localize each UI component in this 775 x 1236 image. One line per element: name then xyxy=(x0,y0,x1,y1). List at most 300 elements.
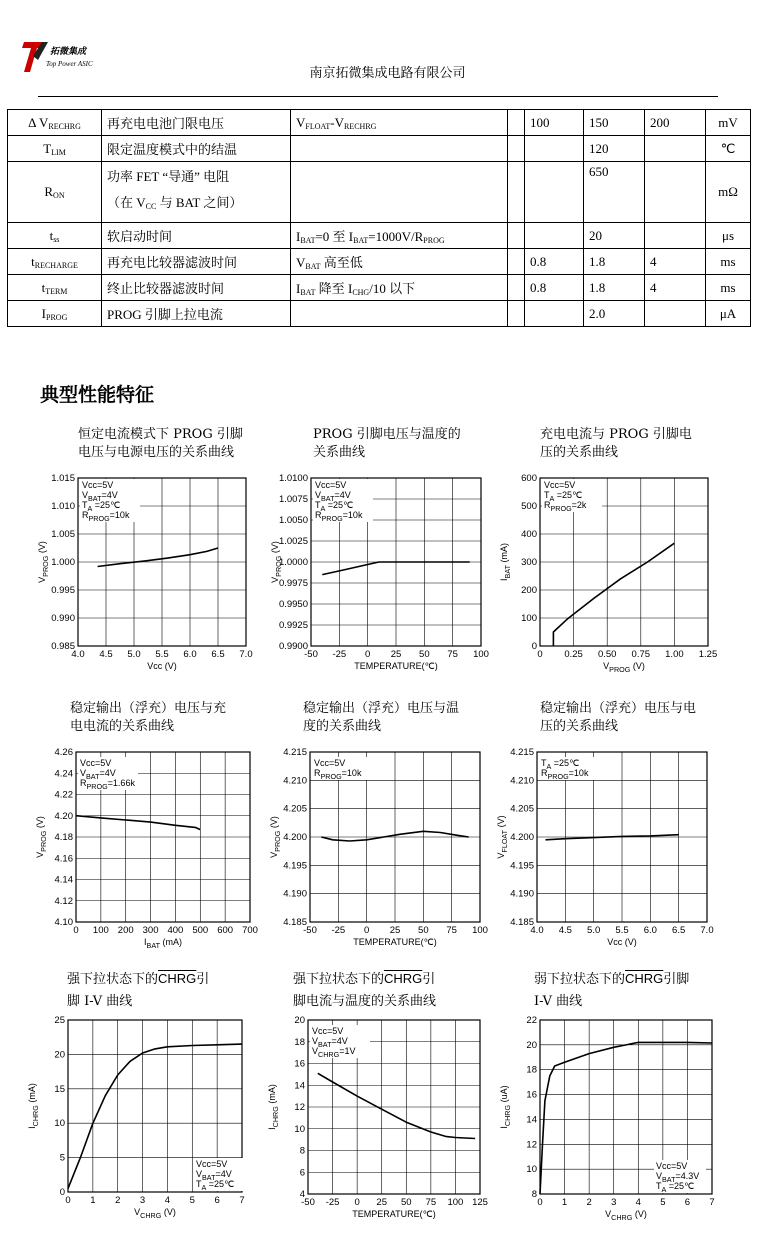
x-tick-label: 7 xyxy=(239,1195,245,1206)
cell-condition xyxy=(291,162,508,223)
note-label: Vcc=5V xyxy=(196,1159,228,1169)
y-tick-label: 0.9975 xyxy=(278,578,308,589)
cell-typ xyxy=(584,136,645,162)
parameter-text: 终止比较器滤波时间 xyxy=(107,281,225,296)
cell-typ xyxy=(584,275,645,301)
y-tick-label: 8 xyxy=(531,1189,537,1200)
cell-max xyxy=(645,223,706,249)
cell-typ xyxy=(584,249,645,275)
caption-3-line1: 充电电流与 PROG 引脚电 xyxy=(540,427,692,442)
x-tick-label: 7 xyxy=(709,1197,715,1208)
x-axis-label: $V_{CHRG}$ (V) xyxy=(134,1207,176,1220)
symbol-text: t xyxy=(49,227,54,243)
cond-c-sub: PROG xyxy=(423,236,445,245)
y-tick-label: 20 xyxy=(526,1039,537,1051)
cond-a-sub: BAT xyxy=(305,262,321,271)
x-tick-label: 0 xyxy=(537,1197,543,1208)
typ-value: 120 xyxy=(589,140,609,156)
caption-7-b: CHRG xyxy=(158,971,197,986)
cell-symbol xyxy=(8,136,102,162)
y-tick-label: 4.195 xyxy=(283,860,307,872)
y-tick-label: 12 xyxy=(526,1139,537,1151)
y-tick-label: 16 xyxy=(526,1089,537,1101)
symbol-sub: RECHRG xyxy=(48,121,81,131)
cell-typ xyxy=(584,110,645,136)
cond-a-sub: BAT xyxy=(300,236,316,245)
note-label: $V_{BAT}=4V$ xyxy=(82,490,118,503)
max-value: 4 xyxy=(650,253,657,269)
cond-b: =0 至 I xyxy=(315,229,354,244)
cell-condition xyxy=(291,301,508,327)
note-label: $T_A$ =25℃ xyxy=(541,758,580,771)
x-tick-label: 600 xyxy=(217,925,234,936)
note-label: $V_{BAT}=4V$ xyxy=(312,1036,348,1049)
table-row xyxy=(8,223,751,249)
y-tick-label: 100 xyxy=(521,613,537,624)
y-tick-label: 16 xyxy=(294,1058,305,1070)
cell-condition xyxy=(291,249,508,275)
symbol-text: t xyxy=(31,253,35,269)
caption-7-c: 引 xyxy=(196,972,210,987)
y-tick-label: 1.0025 xyxy=(278,536,308,547)
cond-b: 降至 I xyxy=(315,281,353,296)
x-tick-label: 2 xyxy=(115,1195,121,1206)
caption-8-b: CHRG xyxy=(384,971,423,986)
x-tick-label: 0.50 xyxy=(597,649,617,660)
y-tick-label: 4.200 xyxy=(510,832,534,843)
x-tick-label: 4.5 xyxy=(558,925,572,936)
cell-max xyxy=(645,249,706,275)
cell-parameter xyxy=(102,162,291,223)
x-tick-label: 50 xyxy=(400,1197,412,1208)
y-tick-label: 0.9925 xyxy=(278,620,308,631)
cell-unit xyxy=(706,301,751,327)
x-axis-label: $V_{CHRG}$ (V) xyxy=(605,1209,647,1222)
note-label: $R_{PROG}=2k$ xyxy=(544,500,587,513)
cell-condition xyxy=(291,136,508,162)
caption-8-a: 强下拉状态下的 xyxy=(293,972,385,987)
unit-value: ms xyxy=(720,279,736,295)
note-label: $V_{BAT}=4V$ xyxy=(80,768,116,781)
cell-symbol xyxy=(8,110,102,136)
caption-9 xyxy=(534,968,689,1013)
x-axis-label: TEMPERATURE(℃) xyxy=(354,661,438,671)
y-tick-label: 4.26 xyxy=(54,747,73,758)
chart-ichrg-strong-iv xyxy=(27,1014,260,1229)
cell-blank xyxy=(508,249,525,275)
max-value: 200 xyxy=(650,114,670,130)
caption-5 xyxy=(303,700,459,736)
cell-blank xyxy=(508,136,525,162)
cond-a: I xyxy=(296,281,301,296)
y-tick-label: 22 xyxy=(526,1015,537,1026)
y-tick-label: 4.18 xyxy=(54,832,73,843)
caption-1-line2: 电压与电源电压的关系曲线 xyxy=(78,445,235,460)
x-tick-label: 5.0 xyxy=(587,925,601,936)
y-tick-label: 300 xyxy=(521,557,537,568)
x-tick-label: 0.25 xyxy=(564,649,583,660)
y-tick-label: 4.200 xyxy=(283,832,307,843)
chart-vfloat-vs-vcc xyxy=(495,744,725,954)
x-tick-label: 6 xyxy=(214,1195,220,1206)
cond-b-sub: BAT xyxy=(353,236,369,245)
x-tick-label: 50 xyxy=(418,925,429,936)
caption-6 xyxy=(540,700,696,736)
caption-5-line2: 度的关系曲线 xyxy=(303,719,382,734)
y-tick-label: 4.185 xyxy=(510,917,534,928)
y-axis-label: $V_{PROG}$ (V) xyxy=(37,541,50,583)
caption-7-a: 强下拉状态下的 xyxy=(67,972,159,987)
cell-max xyxy=(645,275,706,301)
table-row xyxy=(8,162,751,223)
parameter-text: 限定温度模式中的结温 xyxy=(107,142,238,157)
x-tick-label: 100 xyxy=(473,649,489,660)
caption-6-line1: 稳定输出（浮充）电压与电 xyxy=(540,701,697,716)
header-divider xyxy=(38,96,718,97)
cell-min xyxy=(525,249,584,275)
note-label: $R_{PROG}=10k$ xyxy=(315,510,363,523)
caption-9-a: 弱下拉状态下的 xyxy=(534,972,626,987)
table-row xyxy=(8,110,751,136)
x-axis-label: $I_{BAT}$ (mA) xyxy=(144,937,182,950)
y-tick-label: 4.10 xyxy=(54,917,73,928)
x-tick-label: 1.00 xyxy=(665,649,684,660)
chart-ibat-vs-vprog xyxy=(500,470,730,680)
caption-3 xyxy=(540,426,692,462)
caption-9-b: CHRG xyxy=(625,971,664,986)
y-tick-label: 4 xyxy=(299,1189,305,1200)
caption-8-c: 引 xyxy=(422,972,436,987)
y-axis-label: $V_{FLOAT}$ (V) xyxy=(496,815,509,859)
note-label: $R_{PROG}=10k$ xyxy=(314,768,362,781)
series-line xyxy=(76,816,200,830)
cell-typ xyxy=(584,223,645,249)
cell-max xyxy=(645,136,706,162)
parameter-sub: CC xyxy=(145,202,157,211)
note-label: $T_A$ =25℃ xyxy=(544,490,583,503)
cell-parameter xyxy=(102,110,291,136)
parameter-text: PROG 引脚上拉电流 xyxy=(107,307,223,322)
x-tick-label: 0 xyxy=(537,649,543,660)
y-axis-label: $V_{PROG}$ (V) xyxy=(270,541,283,583)
unit-value: μA xyxy=(719,305,737,321)
y-tick-label: 4.205 xyxy=(283,803,307,815)
cell-condition xyxy=(291,275,508,301)
cond-b-sub: RECHRG xyxy=(344,121,377,131)
y-tick-label: 4.190 xyxy=(283,888,307,900)
logo-en-text: Top Power ASIC xyxy=(46,60,93,68)
note-label: $R_{PROG}=1.66k$ xyxy=(80,778,135,791)
cond-a-sub: BAT xyxy=(300,288,316,297)
note-label: Vcc=5V xyxy=(544,480,576,490)
y-tick-label: 4.195 xyxy=(510,860,534,872)
y-tick-label: 4.12 xyxy=(54,895,73,907)
cond-a: V xyxy=(296,114,306,130)
y-tick-label: 1.0075 xyxy=(278,494,308,505)
note-label: Vcc=5V xyxy=(82,480,114,490)
y-tick-label: 1.0050 xyxy=(278,515,308,526)
x-tick-label: 1.25 xyxy=(698,649,718,660)
caption-8-line2: 脚电流与温度的关系曲线 xyxy=(293,994,437,1009)
x-tick-label: 125 xyxy=(472,1197,488,1208)
symbol-sub: LIM xyxy=(51,147,66,157)
spec-table xyxy=(7,109,751,327)
y-tick-label: 200 xyxy=(521,585,537,596)
y-tick-label: 4.24 xyxy=(54,768,73,780)
symbol-sub: ss xyxy=(53,234,60,244)
x-tick-label: 400 xyxy=(167,925,184,936)
y-tick-label: 1.0100 xyxy=(278,473,308,484)
x-tick-label: 4 xyxy=(635,1197,641,1208)
series-line xyxy=(98,548,218,567)
y-tick-label: 4.16 xyxy=(54,853,73,865)
y-tick-label: 4.20 xyxy=(54,810,73,822)
cell-unit xyxy=(706,249,751,275)
symbol-text: Δ V xyxy=(28,114,49,130)
y-tick-label: 4.22 xyxy=(54,789,73,801)
x-tick-label: 6 xyxy=(684,1197,691,1208)
table-row xyxy=(8,249,751,275)
chart-ichrg-weak-iv xyxy=(500,1014,730,1229)
y-axis-label: $I_{CHRG}$ (mA) xyxy=(267,1084,280,1130)
cond-a: V xyxy=(296,255,306,270)
cell-parameter xyxy=(102,275,291,301)
x-tick-label: 0 xyxy=(364,925,370,936)
cell-symbol xyxy=(8,275,102,301)
y-tick-label: 1.005 xyxy=(51,529,75,540)
y-tick-label: 6 xyxy=(299,1167,305,1179)
y-axis-label: $V_{PROG}$ (V) xyxy=(35,816,48,858)
cell-symbol xyxy=(8,301,102,327)
y-tick-label: 20 xyxy=(54,1049,65,1061)
cell-symbol xyxy=(8,162,102,223)
x-tick-label: -50 xyxy=(301,1197,315,1208)
x-tick-label: 500 xyxy=(192,925,209,936)
note-label: $T_A$ =25℃ xyxy=(315,500,354,513)
note-label: $V_{CHRG}=1V$ xyxy=(312,1046,356,1059)
y-tick-label: 10 xyxy=(526,1164,537,1176)
y-tick-label: 10 xyxy=(294,1123,305,1135)
x-tick-label: -50 xyxy=(303,925,317,936)
caption-2-line2: 关系曲线 xyxy=(313,445,366,460)
x-tick-label: -50 xyxy=(304,649,318,660)
cell-condition xyxy=(291,223,508,249)
x-tick-label: 300 xyxy=(142,925,159,936)
caption-7 xyxy=(67,968,209,1013)
cell-parameter xyxy=(102,249,291,275)
typ-value: 1.8 xyxy=(589,279,606,295)
caption-4-line2: 电电流的关系曲线 xyxy=(70,719,175,734)
x-tick-label: 0 xyxy=(365,649,371,660)
cond-b: 高至低 xyxy=(320,255,363,270)
y-tick-label: 10 xyxy=(54,1118,65,1130)
note-label: Vcc=5V xyxy=(312,1026,344,1036)
y-tick-label: 20 xyxy=(294,1015,305,1026)
chart-prog-vs-vcc xyxy=(30,470,260,680)
x-tick-label: 5 xyxy=(189,1195,195,1206)
caption-2-line1: PROG 引脚电压与温度的 xyxy=(313,427,461,442)
note-label: Vcc=5V xyxy=(314,758,346,768)
y-tick-label: 1.000 xyxy=(51,557,75,568)
section-title: 典型性能特征 xyxy=(40,384,155,406)
min-value: 100 xyxy=(530,114,550,130)
y-axis-label: $V_{PROG}$ (V) xyxy=(269,816,282,858)
note-label: $T_A$ =25℃ xyxy=(82,500,121,513)
unit-value: ms xyxy=(720,253,736,269)
cell-typ xyxy=(584,301,645,327)
x-tick-label: 1 xyxy=(561,1197,568,1208)
y-tick-label: 1.010 xyxy=(51,501,75,512)
x-tick-label: 700 xyxy=(242,925,258,936)
cond-c: =1000V/R xyxy=(368,229,424,244)
cond-b-sub: CHG xyxy=(352,288,370,297)
note-label: $V_{BAT}=4V$ xyxy=(196,1169,232,1182)
x-tick-label: 1 xyxy=(90,1195,96,1206)
note-label: Vcc=5V xyxy=(315,480,347,490)
y-axis-label: $I_{BAT}$ (mA) xyxy=(499,543,512,581)
x-tick-label: 25 xyxy=(376,1197,388,1208)
cell-typ xyxy=(584,162,645,223)
parameter-text: 再充电电池门限电压 xyxy=(107,116,225,131)
table-row xyxy=(8,301,751,327)
y-tick-label: 600 xyxy=(521,473,537,484)
cell-parameter xyxy=(102,223,291,249)
x-tick-label: 4.0 xyxy=(530,925,544,936)
y-tick-label: 1.015 xyxy=(51,473,75,484)
chart-ichrg-strong-temp xyxy=(262,1014,502,1229)
x-tick-label: 6.0 xyxy=(643,925,657,936)
y-tick-label: 18 xyxy=(294,1036,305,1048)
x-tick-label: 5.0 xyxy=(127,649,141,660)
y-tick-label: 0.995 xyxy=(51,585,75,596)
parameter-text-2: （在 V xyxy=(107,195,146,210)
logo-cn-text: 拓微集成 xyxy=(50,46,87,56)
note-label: Vcc=5V xyxy=(656,1161,688,1171)
y-tick-label: 400 xyxy=(521,529,537,540)
table-row xyxy=(8,275,751,301)
cell-symbol xyxy=(8,223,102,249)
y-tick-label: 5 xyxy=(59,1152,65,1164)
caption-5-line1: 稳定输出（浮充）电压与温 xyxy=(303,701,460,716)
x-tick-label: 4.0 xyxy=(71,649,85,660)
y-tick-label: 1.0000 xyxy=(278,557,308,568)
y-tick-label: 4.210 xyxy=(510,775,534,787)
x-tick-label: 100 xyxy=(472,925,488,936)
cell-min xyxy=(525,162,584,223)
cell-parameter xyxy=(102,136,291,162)
cell-unit xyxy=(706,223,751,249)
caption-6-line2: 压的关系曲线 xyxy=(540,719,619,734)
y-tick-label: 0.9950 xyxy=(278,599,308,610)
y-tick-label: 8 xyxy=(299,1145,305,1157)
x-axis-label: Vcc (V) xyxy=(147,661,177,671)
x-axis-label: $V_{PROG}$ (V) xyxy=(603,661,645,674)
typ-value: 150 xyxy=(589,114,609,130)
typ-value: 20 xyxy=(589,227,602,243)
y-tick-label: 4.215 xyxy=(283,747,307,758)
chart-prog-vs-temp xyxy=(258,470,498,680)
x-tick-label: 25 xyxy=(389,925,401,936)
x-axis-label: Vcc (V) xyxy=(607,937,637,947)
x-tick-label: 50 xyxy=(419,649,430,660)
unit-value: mV xyxy=(718,114,738,130)
y-tick-label: 14 xyxy=(294,1080,305,1092)
symbol-text: I xyxy=(41,305,46,321)
y-tick-label: 14 xyxy=(526,1114,537,1126)
y-axis-label: $I_{CHRG}$ (mA) xyxy=(27,1083,40,1129)
x-tick-label: -25 xyxy=(331,925,346,936)
parameter-text: 功率 FET “导通” 电阻 xyxy=(107,169,230,184)
y-tick-label: 4.215 xyxy=(510,747,534,758)
parameter-text: 软启动时间 xyxy=(107,229,173,244)
unit-value: mΩ xyxy=(718,184,738,199)
caption-2 xyxy=(313,426,461,462)
x-tick-label: 3 xyxy=(611,1197,617,1208)
cell-min xyxy=(525,275,584,301)
cell-parameter xyxy=(102,301,291,327)
symbol-sub: TERM xyxy=(45,286,68,296)
y-tick-label: 18 xyxy=(526,1064,537,1076)
y-tick-label: 4.205 xyxy=(510,803,534,815)
symbol-sub: PROG xyxy=(46,312,68,322)
x-tick-label: 0 xyxy=(73,925,79,936)
symbol-text: t xyxy=(41,279,46,295)
x-tick-label: 200 xyxy=(117,925,134,936)
caption-9-line2: I-V 曲线 xyxy=(534,994,583,1009)
y-tick-label: 500 xyxy=(521,501,537,512)
x-tick-label: 75 xyxy=(447,649,458,660)
typ-value: 2.0 xyxy=(589,305,606,321)
chart-vfloat-vs-ibat xyxy=(30,744,265,954)
x-tick-label: 6.5 xyxy=(672,925,686,936)
caption-3-line2: 压的关系曲线 xyxy=(540,445,619,460)
y-tick-label: 0.985 xyxy=(51,641,75,652)
series-line xyxy=(553,543,674,646)
x-axis-label: TEMPERATURE(℃) xyxy=(353,937,437,947)
y-tick-label: 12 xyxy=(294,1102,305,1113)
caption-1 xyxy=(78,426,243,462)
x-tick-label: 3 xyxy=(139,1195,146,1206)
min-value: 0.8 xyxy=(530,279,547,295)
cond-b: -V xyxy=(330,114,344,130)
unit-value: μs xyxy=(721,227,735,243)
x-tick-label: 100 xyxy=(92,925,109,936)
note-label: $R_{PROG}=10k$ xyxy=(82,510,130,523)
parameter-text: 再充电比较器滤波时间 xyxy=(107,255,238,270)
cond-a-sub: FLOAT xyxy=(305,121,331,131)
symbol-text: T xyxy=(43,140,52,156)
y-tick-label: 4.185 xyxy=(283,917,307,928)
x-tick-label: 0 xyxy=(354,1197,360,1208)
cell-blank xyxy=(508,162,525,223)
x-tick-label: 75 xyxy=(425,1197,437,1208)
x-tick-label: 25 xyxy=(390,649,402,660)
cell-max xyxy=(645,110,706,136)
symbol-sub: RECHARGE xyxy=(34,260,78,270)
note-label: $T_A$ =25℃ xyxy=(196,1179,235,1192)
cell-min xyxy=(525,301,584,327)
typ-value: 1.8 xyxy=(589,253,606,269)
caption-4 xyxy=(70,700,226,736)
x-axis-label: TEMPERATURE(℃) xyxy=(352,1209,436,1219)
cell-blank xyxy=(508,223,525,249)
x-tick-label: 0 xyxy=(65,1195,71,1206)
max-value: 4 xyxy=(650,279,657,295)
chart-vfloat-vs-temp xyxy=(258,744,498,954)
cell-unit xyxy=(706,110,751,136)
cell-max xyxy=(645,162,706,223)
y-tick-label: 15 xyxy=(54,1083,65,1095)
